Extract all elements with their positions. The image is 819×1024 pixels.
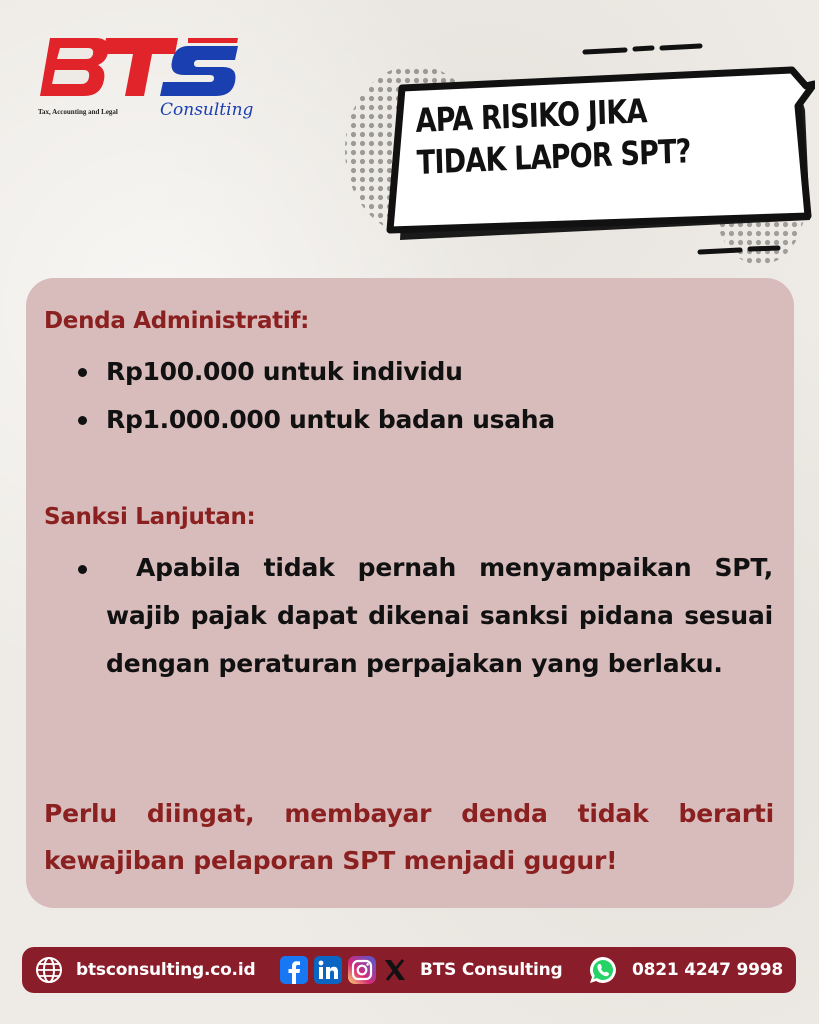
facebook-icon[interactable] [280,956,308,984]
denda-item-individu: Rp100.000 untuk individu [78,348,555,396]
footer-whatsapp[interactable] [588,947,783,993]
social-name-text: BTS Consulting [420,960,563,980]
footer-social-icons [280,947,562,993]
logo-tagline: Tax, Accounting and Legal [38,108,118,116]
website-text: btsconsulting.co.id [76,960,256,980]
bts-logo [38,34,254,129]
sanksi-paragraph [78,544,773,688]
globe-icon [34,955,64,985]
linkedin-icon[interactable] [314,956,342,984]
footer-bar [22,947,796,993]
closing-note: Perlu diingat, membayar denda tidak berarti kewajiban pelaporan SPT menjadi gugur! [44,799,774,875]
bts-logo-mark [38,34,238,104]
phone-text: 0821 4247 9998 [632,960,783,980]
bubble-title [415,88,692,183]
denda-item-badan: Rp1.000.000 untuk badan usaha [78,396,555,444]
bubble-title-line1: APA RISIKO JIKA [415,91,648,140]
section-heading-sanksi: Sanksi Lanjutan: [44,504,256,530]
bubble-title-line2: TIDAK LAPOR SPT? [416,131,692,182]
section-heading-denda: Denda Administratif: [44,308,310,334]
footer-website[interactable] [34,947,255,993]
content-card [26,278,794,908]
sanksi-text: Apabila tidak pernah menyampaikan SPT, wajib pajak dapat dikenai sanksi pidana sesuai dengan peraturan perpajakan yang berlaku. [106,553,773,678]
whatsapp-icon [588,955,618,985]
logo-sub-brand: Consulting [160,100,254,120]
denda-list [78,348,555,444]
x-icon[interactable] [382,957,408,983]
instagram-icon[interactable] [348,956,376,984]
